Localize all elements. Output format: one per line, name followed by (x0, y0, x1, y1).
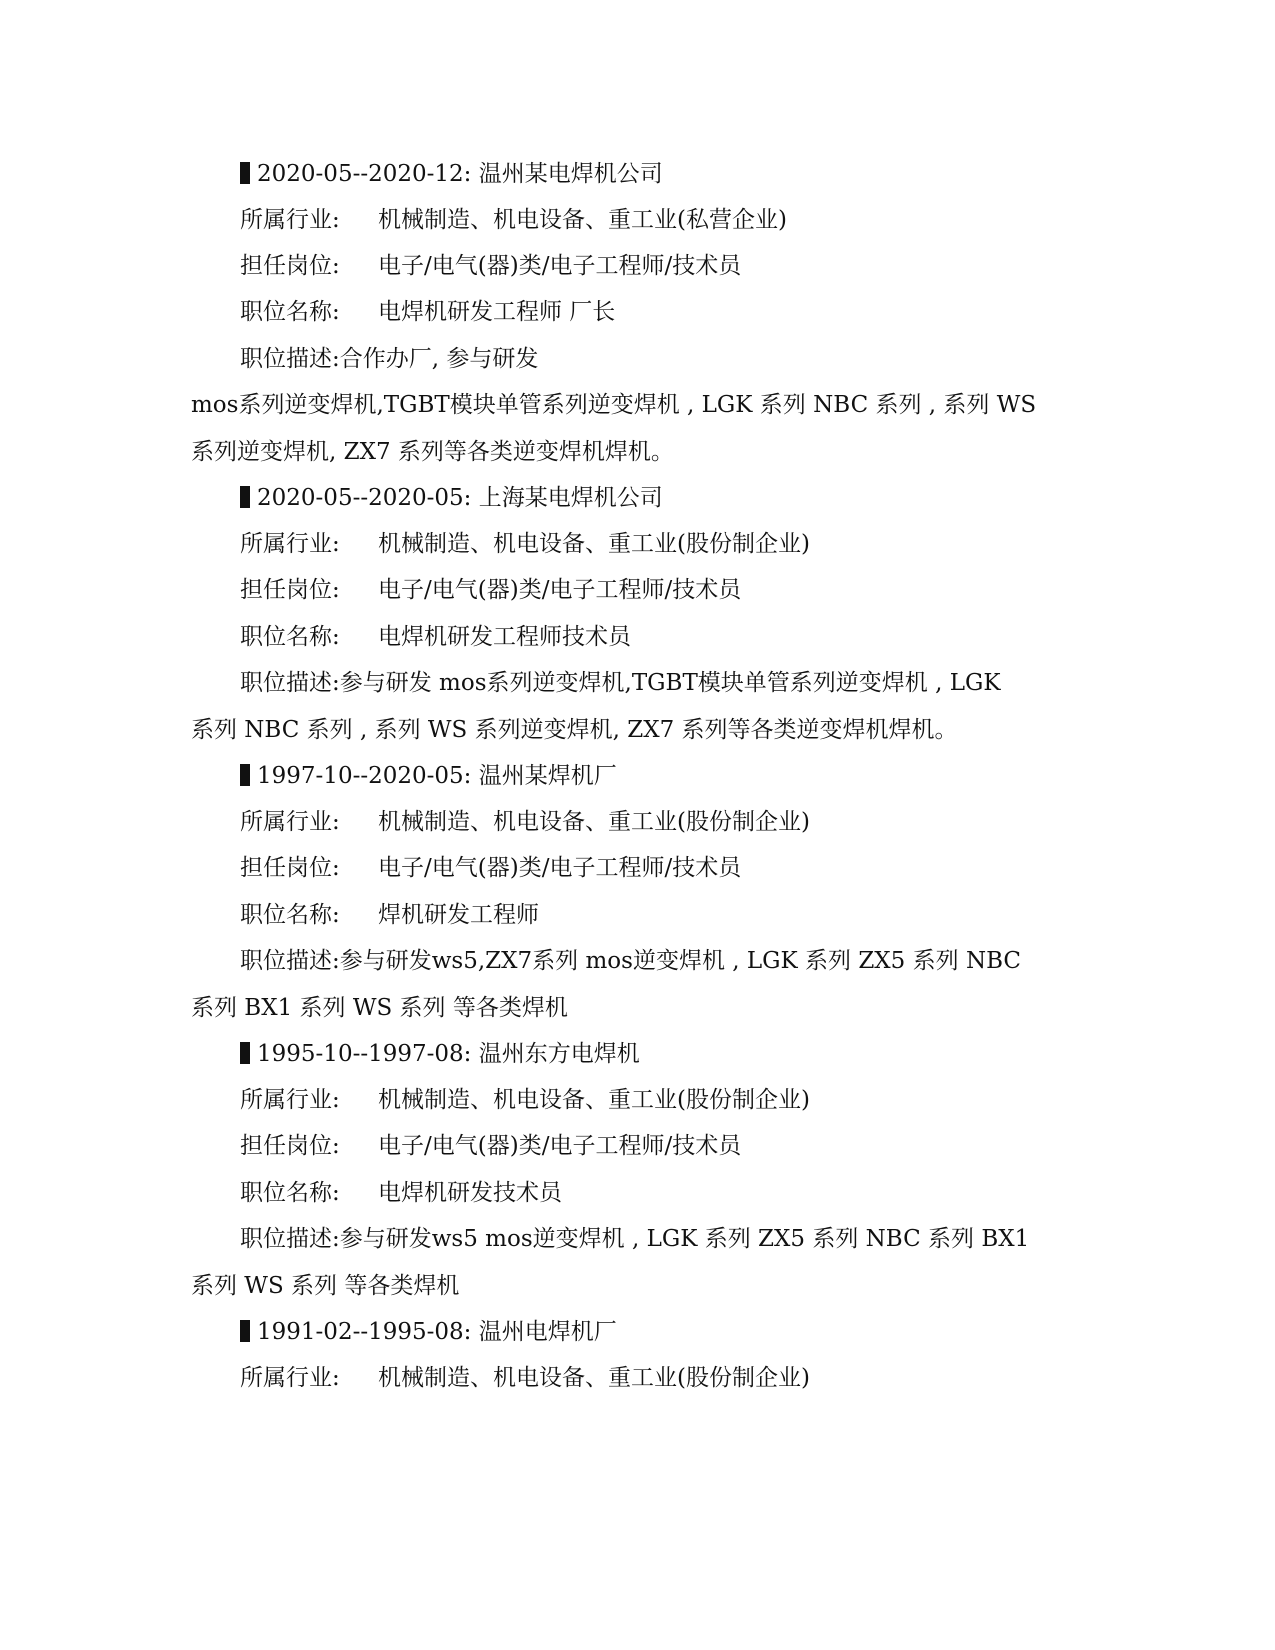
post-value: 电子/电气(器)类/电子工程师/技术员 (378, 577, 742, 603)
industry-row (240, 528, 1140, 560)
post-label: 担任岗位: (240, 253, 340, 279)
post-row (240, 250, 1140, 282)
industry-label: 所属行业: (240, 1087, 340, 1113)
title-value: 电焊机研发工程师 厂长 (378, 299, 616, 325)
title-label: 职位名称: (240, 902, 340, 928)
desc-row (240, 1223, 1140, 1255)
title-value: 电焊机研发技术员 (378, 1180, 562, 1206)
desc-continuation: 系列逆变焊机, ZX7 系列等各类逆变焊机焊机。 (191, 439, 674, 465)
title-row (240, 296, 1140, 328)
bullet-marker-icon (240, 162, 250, 184)
industry-row (240, 1362, 1140, 1394)
bullet-marker-icon (240, 486, 250, 508)
entry-header-text: 1991-02--1995-08: 温州电焊机厂 (257, 1319, 617, 1345)
desc-label: 职位描述: (240, 346, 340, 372)
industry-row (240, 204, 1140, 236)
entry-header-text: 2020-05--2020-05: 上海某电焊机公司 (257, 485, 663, 511)
title-row (240, 621, 1140, 653)
industry-label: 所属行业: (240, 809, 340, 835)
entry-header-text: 1995-10--1997-08: 温州东方电焊机 (257, 1041, 640, 1067)
title-label: 职位名称: (240, 299, 340, 325)
post-value: 电子/电气(器)类/电子工程师/技术员 (378, 855, 742, 881)
title-value: 电焊机研发工程师技术员 (378, 624, 631, 650)
title-value: 焊机研发工程师 (378, 902, 539, 928)
entry-header (240, 760, 1140, 792)
industry-value: 机械制造、机电设备、重工业(股份制企业) (378, 1365, 810, 1391)
title-row (240, 899, 1140, 931)
desc-text: 参与研发 mos系列逆变焊机,TGBT模块单管系列逆变焊机 , LGK (339, 670, 1001, 696)
post-row (240, 852, 1140, 884)
post-label: 担任岗位: (240, 577, 340, 603)
desc-label: 职位描述: (240, 948, 340, 974)
title-label: 职位名称: (240, 1180, 340, 1206)
desc-row (240, 343, 1140, 375)
bullet-marker-icon (240, 1042, 250, 1064)
desc-continuation: 系列 WS 系列 等各类焊机 (191, 1273, 460, 1299)
post-value: 电子/电气(器)类/电子工程师/技术员 (378, 1133, 742, 1159)
entry-header (240, 1038, 1140, 1070)
title-label: 职位名称: (240, 624, 340, 650)
entry-header (240, 1316, 1140, 1348)
desc-text: 合作办厂, 参与研发 (339, 346, 539, 372)
desc-text: 参与研发ws5 mos逆变焊机 , LGK 系列 ZX5 系列 NBC 系列 BX1 (339, 1226, 1030, 1252)
desc-label: 职位描述: (240, 1226, 340, 1252)
industry-label: 所属行业: (240, 531, 340, 557)
bullet-marker-icon (240, 1320, 250, 1342)
post-row (240, 574, 1140, 606)
desc-label: 职位描述: (240, 670, 340, 696)
industry-label: 所属行业: (240, 1365, 340, 1391)
desc-continuation: mos系列逆变焊机,TGBT模块单管系列逆变焊机 , LGK 系列 NBC 系列 , 系列 WS (191, 392, 1037, 418)
post-label: 担任岗位: (240, 1133, 340, 1159)
post-label: 担任岗位: (240, 855, 340, 881)
desc-row (240, 667, 1140, 699)
desc-continuation: 系列 BX1 系列 WS 系列 等各类焊机 (191, 995, 568, 1021)
industry-value: 机械制造、机电设备、重工业(私营企业) (378, 207, 787, 233)
industry-row (240, 1084, 1140, 1116)
desc-continuation: 系列 NBC 系列 , 系列 WS 系列逆变焊机, ZX7 系列等各类逆变焊机焊机。 (191, 717, 958, 743)
desc-row (240, 945, 1140, 977)
bullet-marker-icon (240, 764, 250, 786)
title-row (240, 1177, 1140, 1209)
industry-value: 机械制造、机电设备、重工业(股份制企业) (378, 531, 810, 557)
post-row (240, 1130, 1140, 1162)
post-value: 电子/电气(器)类/电子工程师/技术员 (378, 253, 742, 279)
entry-header-text: 1997-10--2020-05: 温州某焊机厂 (257, 763, 617, 789)
desc-text: 参与研发ws5,ZX7系列 mos逆变焊机 , LGK 系列 ZX5 系列 NBC (339, 948, 1021, 974)
entry-header-text: 2020-05--2020-12: 温州某电焊机公司 (257, 161, 663, 187)
industry-label: 所属行业: (240, 207, 340, 233)
industry-value: 机械制造、机电设备、重工业(股份制企业) (378, 809, 810, 835)
entry-header (240, 158, 1140, 190)
industry-value: 机械制造、机电设备、重工业(股份制企业) (378, 1087, 810, 1113)
industry-row (240, 806, 1140, 838)
entry-header (240, 482, 1140, 514)
